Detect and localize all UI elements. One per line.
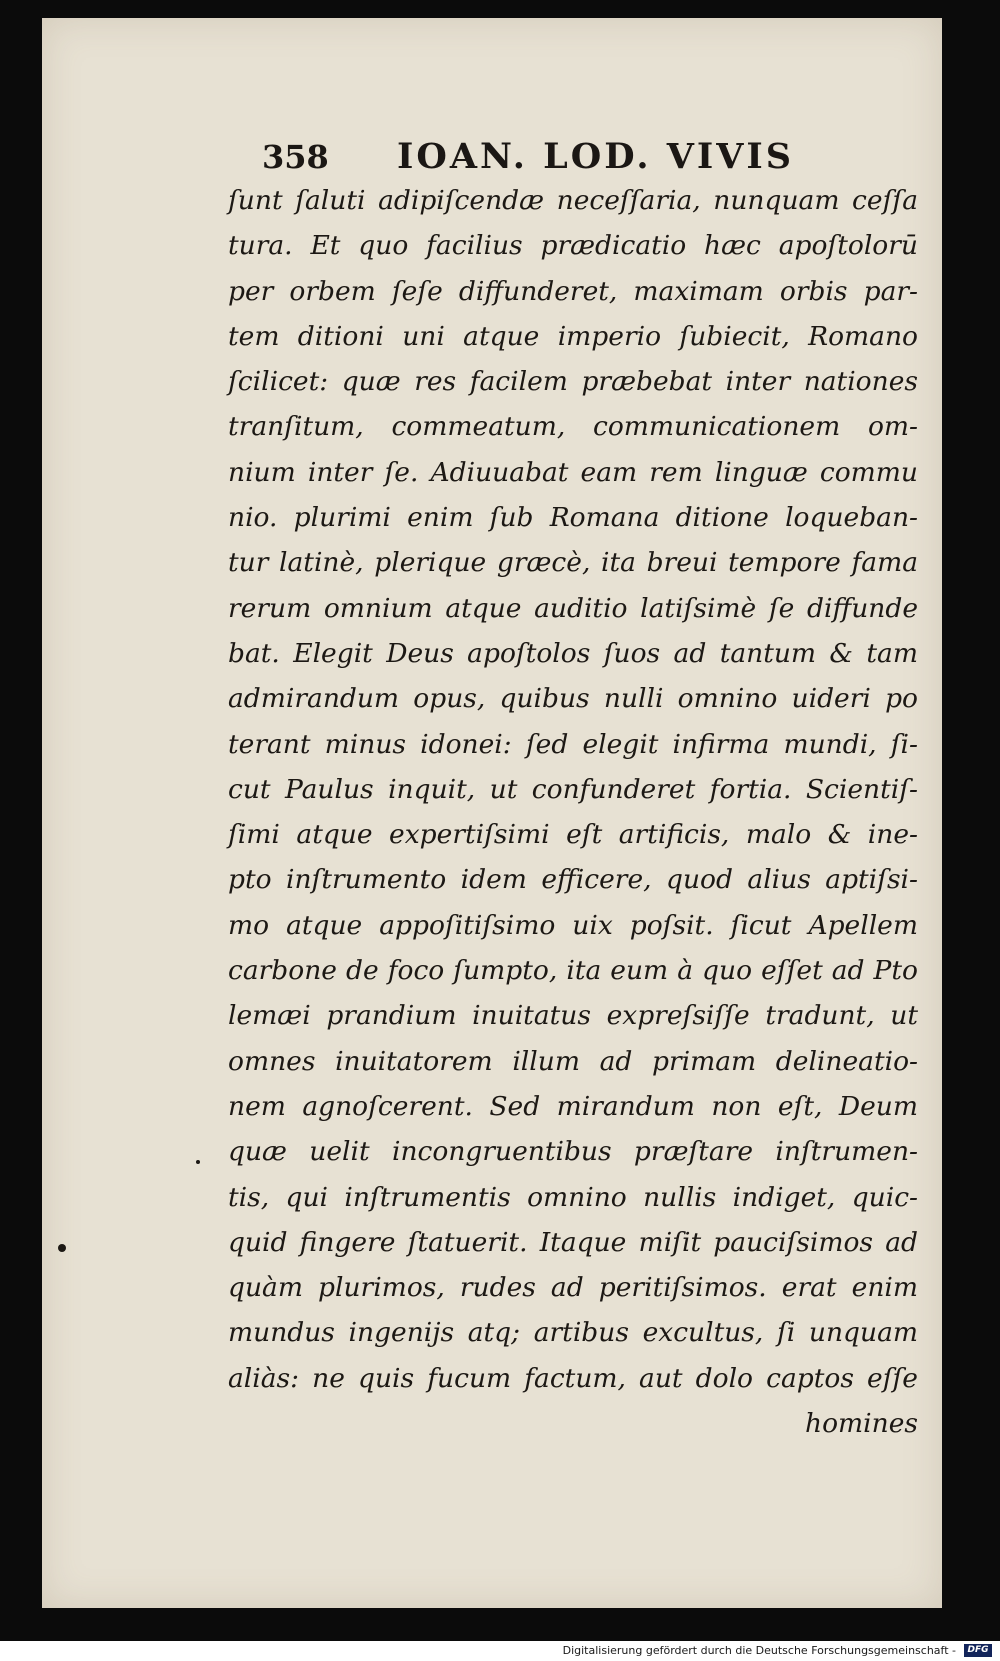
text-line: terant minus idonei: ſed elegit infirma mundi, ſi- [228, 728, 918, 760]
ink-speck [58, 1244, 66, 1252]
text-line: lemæi prandium inuitatus expreſsiſſe tradunt, ut [228, 1000, 918, 1032]
text-line: tem ditioni uni atque imperio ſubiecit, Romano [228, 320, 918, 352]
text-line: ſimi atque expertiſsimi eſt artificis, malo & ine- [228, 819, 918, 851]
ink-speck [196, 1160, 200, 1164]
text-line: tur latinè, plerique græcè, ita breui tempore fama [228, 547, 918, 579]
text-line: nium inter ſe. Adiuuabat eam rem linguæ commu [228, 456, 918, 488]
text-line: aliàs: ne quis fucum factum, aut dolo captos eſſe [228, 1362, 918, 1394]
text-line: nem agnoſcerent. Sed mirandum non eſt, Deum [228, 1090, 918, 1122]
text-line: pto inſtrumento idem efficere, quod alius aptiſsi- [228, 864, 918, 896]
text-line: cut Paulus inquit, ut confunderet fortia. Scientiſ- [228, 773, 918, 805]
text-line: tura. Et quo facilius prædicatio hæc apoſtolorū [228, 230, 918, 262]
dfg-logo: DFG [964, 1644, 992, 1657]
text-line: rerum omnium atque auditio latiſsimè ſe diffunde [228, 592, 918, 624]
text-line: tranſitum, commeatum, communicationem om- [228, 411, 918, 443]
text-line: admirandum opus, quibus nulli omnino uideri po [228, 683, 918, 715]
running-head: IOAN. LOD. VIVIS [397, 136, 795, 177]
digitization-credit: Digitalisierung gefördert durch die Deutsche Forschungsgemeinschaft - [562, 1644, 956, 1657]
page-header [262, 136, 842, 180]
text-line: bat. Elegit Deus apoſtolos ſuos ad tantum & tam [228, 637, 918, 669]
page-number: 358 [262, 138, 329, 176]
text-line: quæ uelit incongruentibus præſtare inſtrumen- [228, 1136, 918, 1168]
text-line: mo atque appoſitiſsimo uix poſsit. ſicut Apellem [228, 909, 918, 941]
text-line: nio. plurimi enim ſub Romana ditione loqueban- [228, 502, 918, 534]
text-line: ſcilicet: quæ res facilem præbebat inter nationes [228, 366, 918, 398]
text-line: per orbem ſeſe diffunderet, maximam orbis par- [228, 275, 918, 307]
catchword: homines [805, 1408, 918, 1440]
text-line: mundus ingenijs atq; artibus excultus, ſi unquam [228, 1317, 918, 1349]
text-line: omnes inuitatorem illum ad primam delineatio- [228, 1045, 918, 1077]
footer-bar [0, 1641, 1000, 1661]
text-line: ſunt ſaluti adipiſcendæ neceſſaria, nunquam ceſſa [228, 185, 918, 216]
text-line: quàm plurimos, rudes ad peritiſsimos. erat enim [228, 1272, 918, 1304]
text-line: carbone de foco ſumpto, ita eum à quo eſſet ad Pto [228, 955, 918, 987]
text-line: tis, qui inſtrumentis omnino nullis indiget, quic- [228, 1181, 918, 1213]
text-line: quid fingere ſtatuerit. Itaque miſit pauciſsimos ad [228, 1226, 918, 1258]
body-text [228, 178, 918, 1446]
